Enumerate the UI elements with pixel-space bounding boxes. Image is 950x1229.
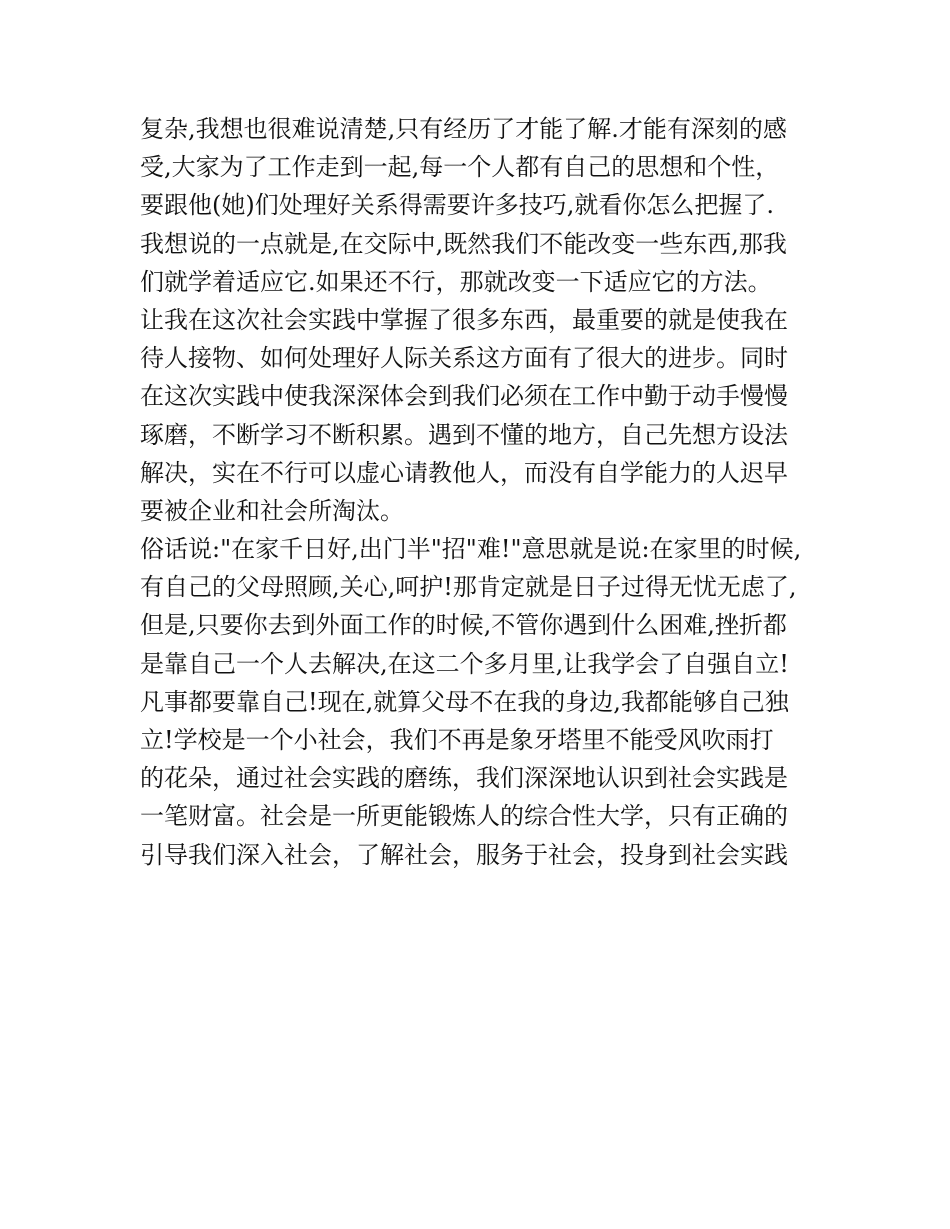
text-line: 复杂,我想也很难说清楚,只有经历了才能了解.才能有深刻的感 (140, 115, 787, 143)
text-line: 要跟他(她)们处理好关系得需要许多技巧,就看你怎么把握了. (140, 191, 774, 220)
text-line: 琢磨，不断学习不断积累。遇到不懂的地方，自己先想方设法 (140, 420, 788, 449)
text-line: 在这次实践中使我深深体会到我们必须在工作中勤于动手慢慢 (140, 382, 788, 411)
text-line: 引导我们深入社会，了解社会，服务于社会，投身到社会实践 (140, 840, 788, 869)
text-line: 我想说的一点就是,在交际中,既然我们不能改变一些东西,那我 (140, 229, 787, 258)
text-line: 要被企业和社会所淘汰。 (140, 496, 404, 525)
text-line: 立!学校是一个小社会，我们不再是象牙塔里不能受风吹雨打 (140, 726, 774, 754)
text-line: 一笔财富。社会是一所更能锻炼人的综合性大学，只有正确的 (140, 802, 788, 831)
text-line: 让我在这次社会实践中掌握了很多东西，最重要的就是使我在 (140, 305, 788, 334)
text-line: 有自己的父母照顾,关心,呵护!那肯定就是日子过得无忧无虑了, (140, 573, 797, 602)
text-line: 们就学着适应它.如果还不行，那就改变一下适应它的方法。 (140, 267, 772, 296)
text-line: 待人接物、如何处理好人际关系这方面有了很大的进步。同时 (140, 344, 788, 373)
text-line: 受,大家为了工作走到一起,每一个人都有自己的思想和个性， (140, 153, 780, 182)
text-line: 但是,只要你去到外面工作的时候,不管你遇到什么困难,挫折都 (140, 611, 787, 640)
text-line: 是靠自己一个人去解决,在这二个多月里,让我学会了自强自立! (140, 649, 789, 678)
body-text (140, 110, 820, 874)
text-line: 的花朵，通过社会实践的磨练，我们深深地认识到社会实践是 (140, 764, 788, 793)
text-line: 俗话说:"在家千日好,出门半"招"难!"意思就是说:在家里的时候, (140, 535, 802, 564)
text-line: 解决，实在不行可以虚心请教他人，而没有自学能力的人迟早 (140, 458, 788, 487)
text-line: 凡事都要靠自己!现在,就算父母不在我的身边,我都能够自己独 (140, 687, 789, 716)
